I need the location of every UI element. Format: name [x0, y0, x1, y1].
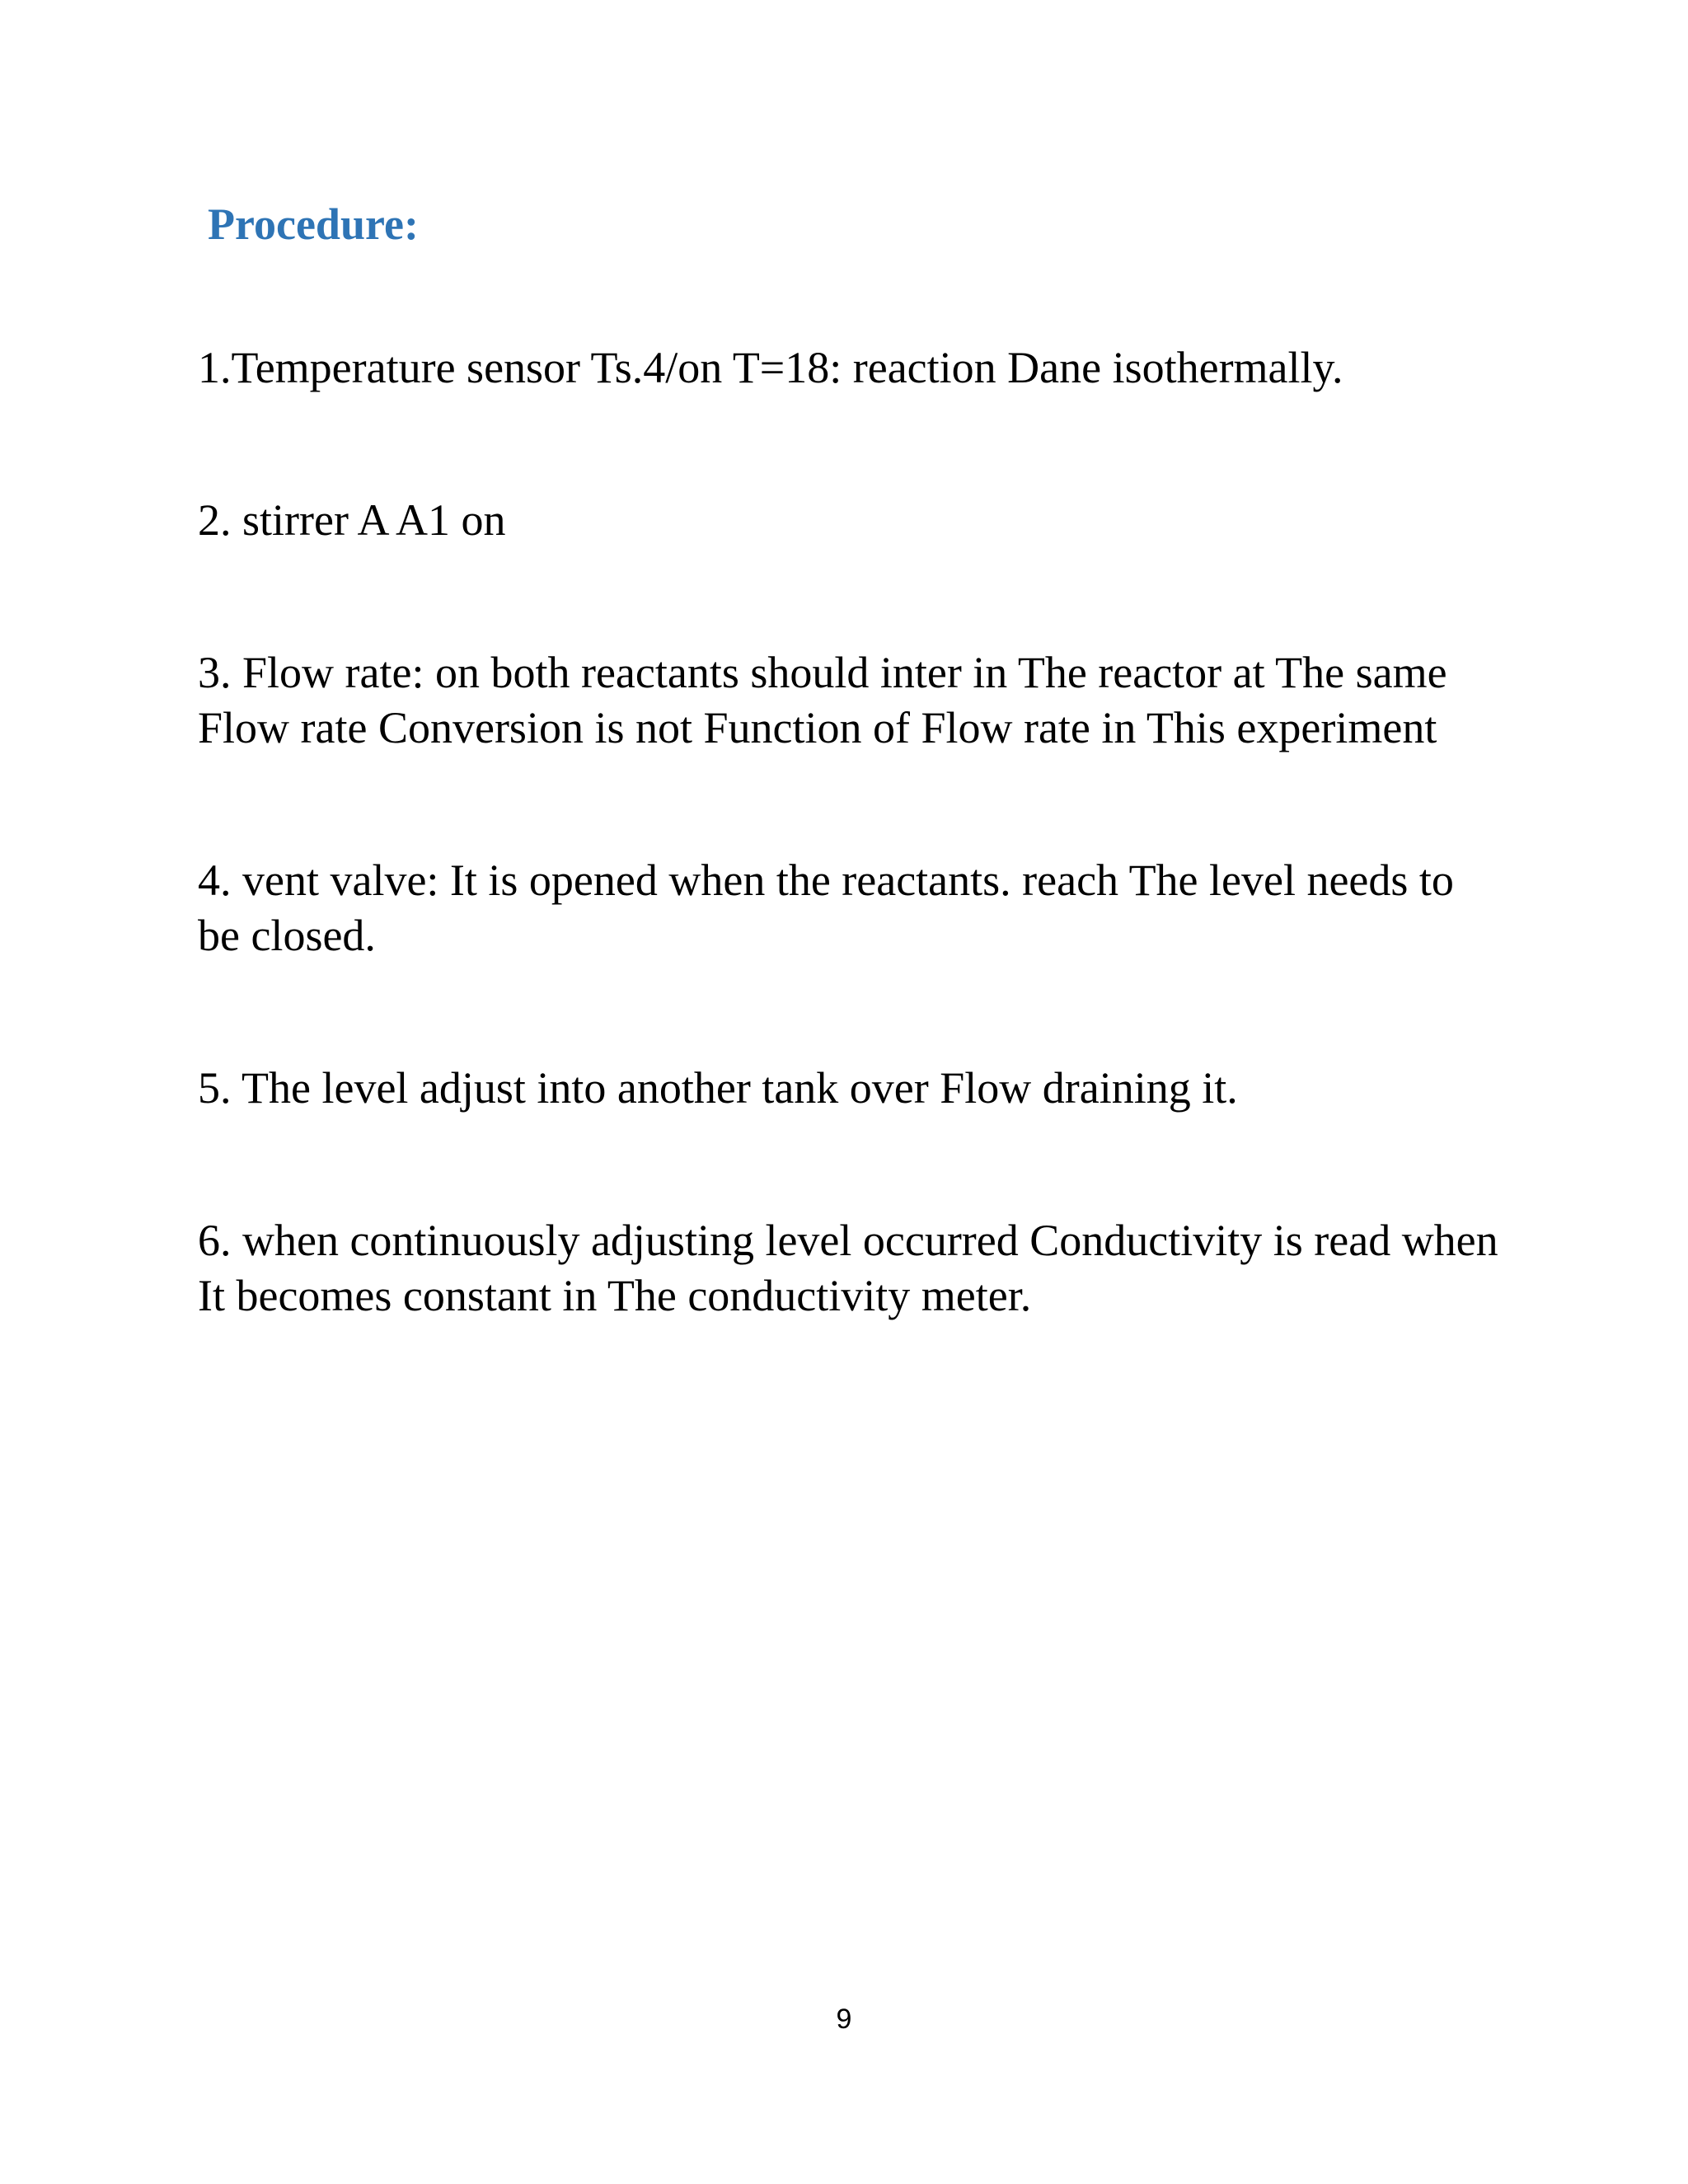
- step-line: It becomes constant in The conductivity meter.: [198, 1271, 1032, 1320]
- procedure-step-5: [198, 1061, 1550, 1116]
- procedure-step-3: [198, 645, 1550, 756]
- step-line: be closed.: [198, 911, 376, 960]
- step-line: 2. stirrer A A1 on: [198, 495, 506, 545]
- step-line: 6. when continuously adjusting level occurred Conductivity is read when: [198, 1216, 1498, 1265]
- procedure-steps: [198, 340, 1550, 1421]
- page-number: 9: [836, 2004, 852, 2035]
- step-line: 5. The level adjust into another tank over Flow draining it.: [198, 1063, 1238, 1113]
- procedure-step-4: [198, 853, 1550, 963]
- step-line: 1.Temperature sensor Ts.4/on T=18: reaction Dane isothermally.: [198, 343, 1343, 392]
- section-heading: Procedure:: [208, 199, 419, 249]
- procedure-step-2: [198, 493, 1550, 548]
- procedure-step-6: [198, 1213, 1550, 1324]
- step-line: Flow rate Conversion is not Function of Flow rate in This experiment: [198, 703, 1437, 752]
- procedure-step-1: [198, 340, 1550, 396]
- step-line: 3. Flow rate: on both reactants should inter in The reactor at The same: [198, 648, 1447, 697]
- step-line: 4. vent valve: It is opened when the reactants. reach The level needs to: [198, 855, 1454, 905]
